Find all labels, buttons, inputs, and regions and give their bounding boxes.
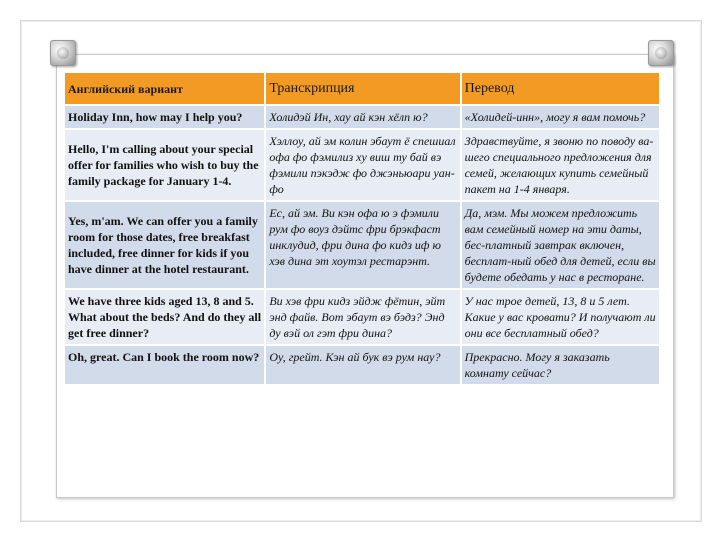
cell-transcription: Хэллоу, ай эм колин эбаут ё спешиал офа фо фэмилиз ху виш ту бай вэ фэмили пэкэдж фо джэньюари уан-фо [266,130,459,200]
cell-translation: Здравствуйте, я звоню по поводу ва-шего специального предложения для семей, желающих купить семейный пакет на 1-4 января. [462,130,659,200]
cell-translation: «Холидей-инн», могу я вам помочь? [462,106,659,128]
cell-english: Oh, great. Can I book the room now? [65,346,264,384]
cell-transcription: Холидэй Ин, хау ай кэн хёлп ю? [266,106,459,128]
table-row [65,106,659,128]
header-transcription: Транскрипция [266,73,459,104]
cell-english: Hello, I'm calling about your special offer for families who wish to buy the family package for January 1-4. [65,130,264,200]
pushpin-icon [648,40,674,66]
cell-english: Holiday Inn, how may I help you? [65,106,264,128]
cell-translation: У нас трое детей, 13, 8 и 5 лет. Какие у вас кровати? И получают ли они все бесплатный обед? [462,290,659,344]
cell-translation: Прекрасно. Могу я заказать комнату сейчас? [462,346,659,384]
pushpin-icon [50,40,76,66]
cell-english: Yes, m'am. We can offer you a family room for those dates, free breakfast included, free dinner for kids if you have dinner at the hotel restaurant. [65,202,264,288]
cell-transcription: Ес, ай эм. Ви кэн офа ю э фэмили рум фо воуз дэйтс фри брэкфаст инклудид, фри дина фо кидз иф ю хэв дина эт хоутэл рестарэнт. [266,202,459,288]
cell-english: We have three kids aged 13, 8 and 5. What about the beds? And do they all get free dinner? [65,290,264,344]
table-row [65,290,659,344]
header-translation: Перевод [462,73,659,104]
table-header-row [65,73,659,104]
table-row [65,130,659,200]
cell-translation: Да, мэм. Мы можем предложить вам семейный номер на эти даты, бес-платный завтрак включен, бесплат-ный обед для детей, если вы будете обедать у нас в ресторане. [462,202,659,288]
cell-transcription: Ви хэв фри кидз эйдж фётин, эйт энд файв. Вот эбаут вэ бэдз? Энд ду вэй ол гэт фри дина? [266,290,459,344]
cell-transcription: Оу, грейт. Кэн ай бук вэ рум нау? [266,346,459,384]
table-row [65,346,659,384]
phrase-table [63,71,661,386]
table-row [65,202,659,288]
header-english: Английский вариант [65,73,264,104]
